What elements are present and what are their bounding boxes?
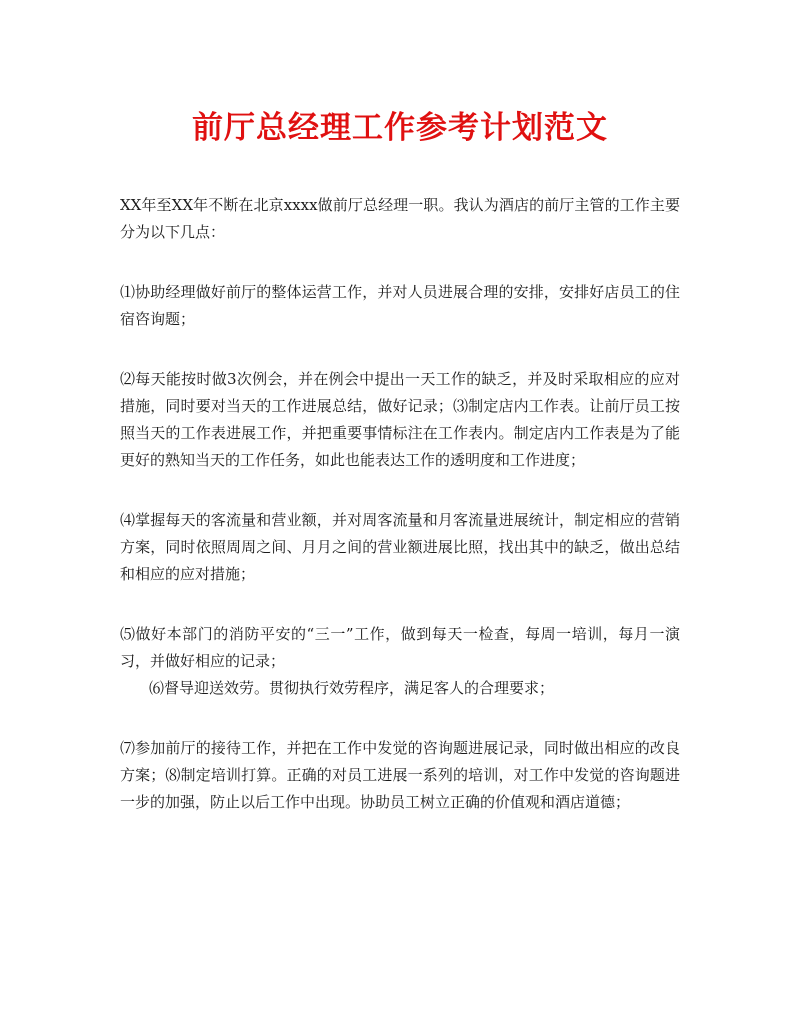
paragraph-intro: XX年至XX年不断在北京xxxx做前厅总经理一职。我认为酒店的前厅主管的工作主要分为以下几点： xyxy=(120,196,680,241)
paragraph-item-6: ⑹督导迎送效劳。贯彻执行效劳程序，满足客人的合理要求； xyxy=(149,679,555,697)
paragraph-item-7-8: ⑺参加前厅的接待工作，并把在工作中发觉的咨询题进展记录，同时做出相应的改良方案；⑻制定培训打算。正确的对员工进展一系列的培训，对工作中发觉的咨询题进一步的加强，防止以后工作中出现。协助员工树立正确的价值观和酒店道德； xyxy=(120,739,680,811)
paragraph-item-4: ⑷掌握每天的客流量和营业额，并对周客流量和月客流量进展统计，制定相应的营销方案，同时依照周周之间、月月之间的营业额进展比照，找出其中的缺乏，做出总结和相应的应对措施； xyxy=(120,511,680,583)
paragraph-item-2-3: ⑵每天能按时做3次例会，并在例会中提出一天工作的缺乏，并及时采取相应的应对措施，同时要对当天的工作进展总结，做好记录；⑶制定店内工作表。让前厅员工按照当天的工作表进展工作，并把重要事情标注在工作表内。制定店内工作表是为了能更好的熟知当天的工作任务，如此也能表达工作的透明度和工作进度； xyxy=(120,370,680,469)
paragraph-item-1: ⑴协助经理做好前厅的整体运营工作，并对人员进展合理的安排，安排好店员工的住宿咨询题； xyxy=(120,283,680,328)
paragraph-item-5: ⑸做好本部门的消防平安的“三一”工作，做到每天一检查，每周一培训，每月一演习，并做好相应的记录； xyxy=(120,625,680,670)
document-body xyxy=(120,192,680,849)
document-title: 前厅总经理工作参考计划范文 xyxy=(192,110,608,146)
